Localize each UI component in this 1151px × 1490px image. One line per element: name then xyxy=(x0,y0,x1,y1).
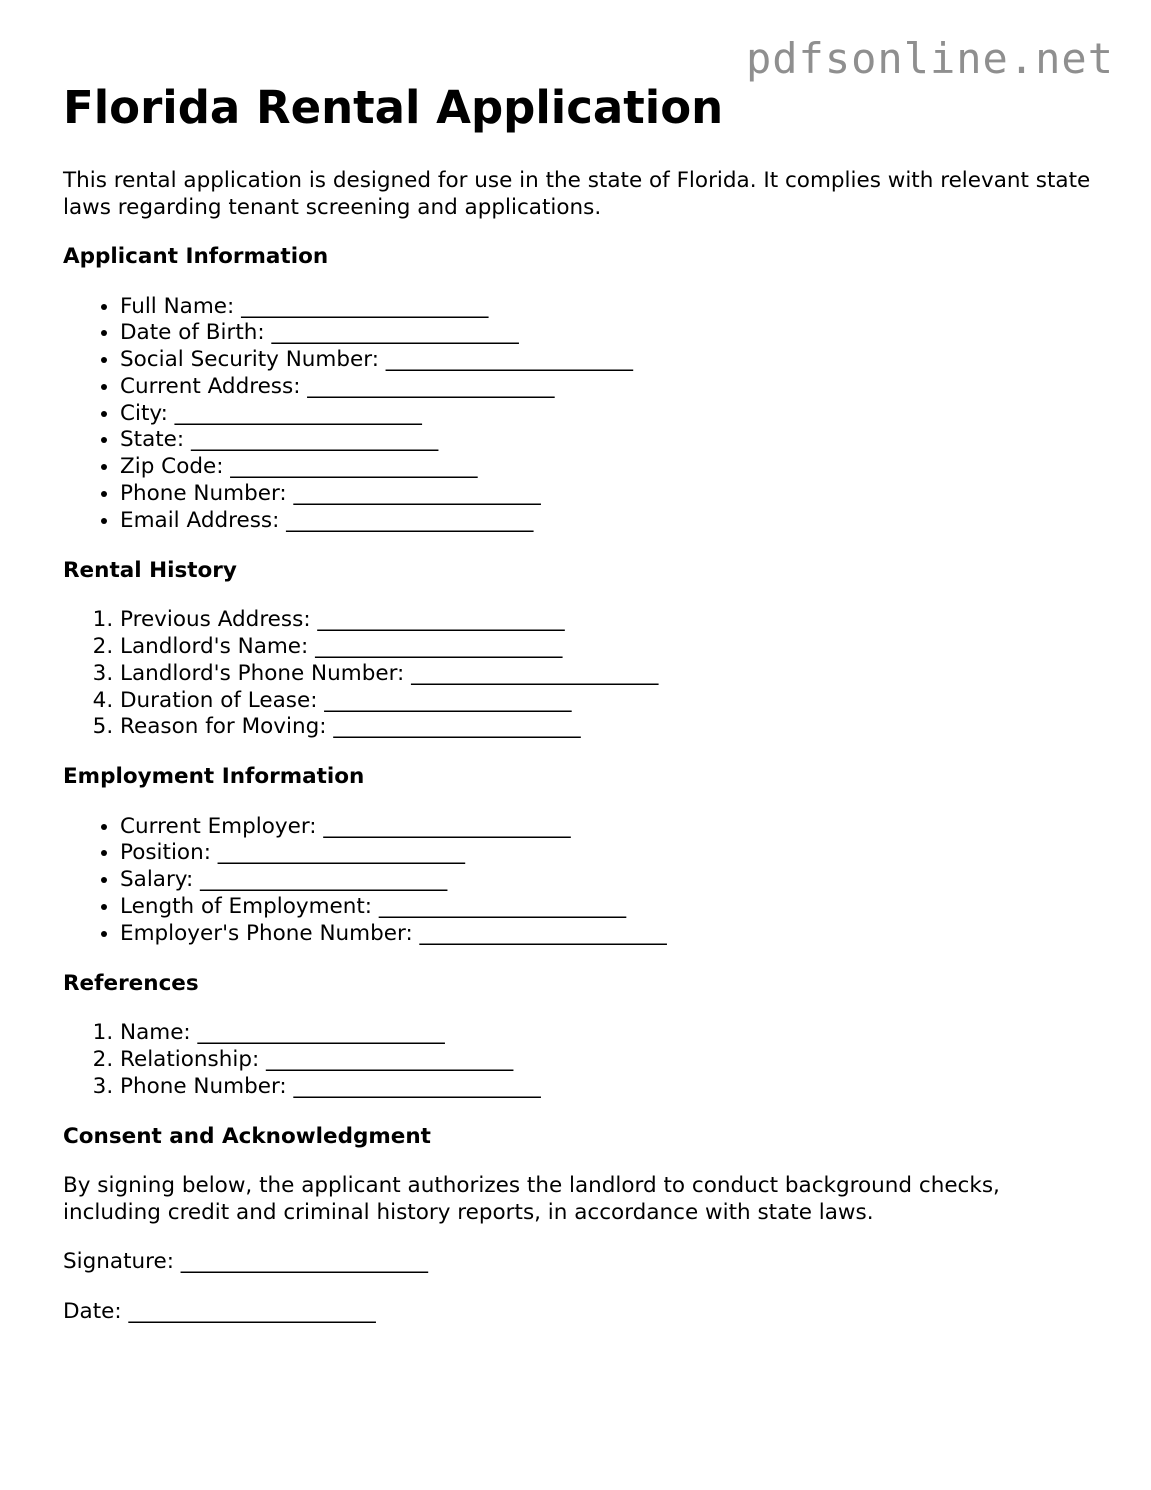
section-heading-references: References xyxy=(63,970,199,996)
section-heading-applicant: Applicant Information xyxy=(63,244,329,269)
employment-field-employer-phone: • Employer's Phone Number: _______________________ xyxy=(120,921,1103,948)
applicant-field-city: • City: _______________________ xyxy=(120,401,1103,428)
reference-field-phone: 3. Phone Number: _______________________ xyxy=(120,1074,1103,1101)
rental-history-list xyxy=(63,607,1103,741)
intro-paragraph: This rental application is designed for use in the state of Florida. It complies with relevant state laws regarding tenant screening and applications. xyxy=(63,168,1091,220)
date-line: Date: _______________________ xyxy=(63,1298,376,1324)
employment-list xyxy=(63,814,1103,948)
reference-field-relationship: 2. Relationship: _______________________ xyxy=(120,1047,1103,1074)
applicant-field-email: • Email Address: _______________________ xyxy=(120,508,1103,535)
rental-field-previous-address: 1. Previous Address: _______________________ xyxy=(120,607,1103,634)
rental-field-reason-for-moving: 5. Reason for Moving: _______________________ xyxy=(120,714,1103,741)
employment-field-length: • Length of Employment: _______________________ xyxy=(120,894,1103,921)
employment-field-current-employer: • Current Employer: _______________________ xyxy=(120,814,1103,841)
employment-field-position: • Position: _______________________ xyxy=(120,840,1103,867)
applicant-list xyxy=(63,294,1103,535)
section-heading-rental-history: Rental History xyxy=(63,557,237,583)
rental-field-lease-duration: 4. Duration of Lease: _______________________ xyxy=(120,688,1103,715)
section-heading-employment: Employment Information xyxy=(63,764,365,790)
rental-field-landlord-name: 2. Landlord's Name: _______________________ xyxy=(120,634,1103,661)
consent-paragraph: By signing below, the applicant authorizes the landlord to conduct background checks, including credit and criminal history reports, in accordance with state laws. xyxy=(63,1173,1000,1225)
applicant-field-date-of-birth: • Date of Birth: _______________________ xyxy=(120,320,1103,347)
signature-line: Signature: _______________________ xyxy=(63,1249,429,1275)
applicant-field-current-address: • Current Address: _______________________ xyxy=(120,374,1103,401)
applicant-field-full-name: • Full Name: _______________________ xyxy=(120,294,1103,321)
applicant-field-ssn: • Social Security Number: _______________________ xyxy=(120,347,1103,374)
applicant-field-state: • State: _______________________ xyxy=(120,427,1103,454)
section-heading-consent: Consent and Acknowledgment xyxy=(63,1123,431,1149)
watermark: pdfsonline.net xyxy=(745,34,1114,83)
rental-field-landlord-phone: 3. Landlord's Phone Number: _______________________ xyxy=(120,661,1103,688)
reference-field-name: 1. Name: _______________________ xyxy=(120,1020,1103,1047)
page-title: Florida Rental Application xyxy=(63,81,724,134)
applicant-field-zip-code: • Zip Code: _______________________ xyxy=(120,454,1103,481)
employment-field-salary: • Salary: _______________________ xyxy=(120,867,1103,894)
applicant-field-phone: • Phone Number: _______________________ xyxy=(120,481,1103,508)
document-content xyxy=(63,82,1103,1348)
references-list xyxy=(63,1020,1103,1100)
